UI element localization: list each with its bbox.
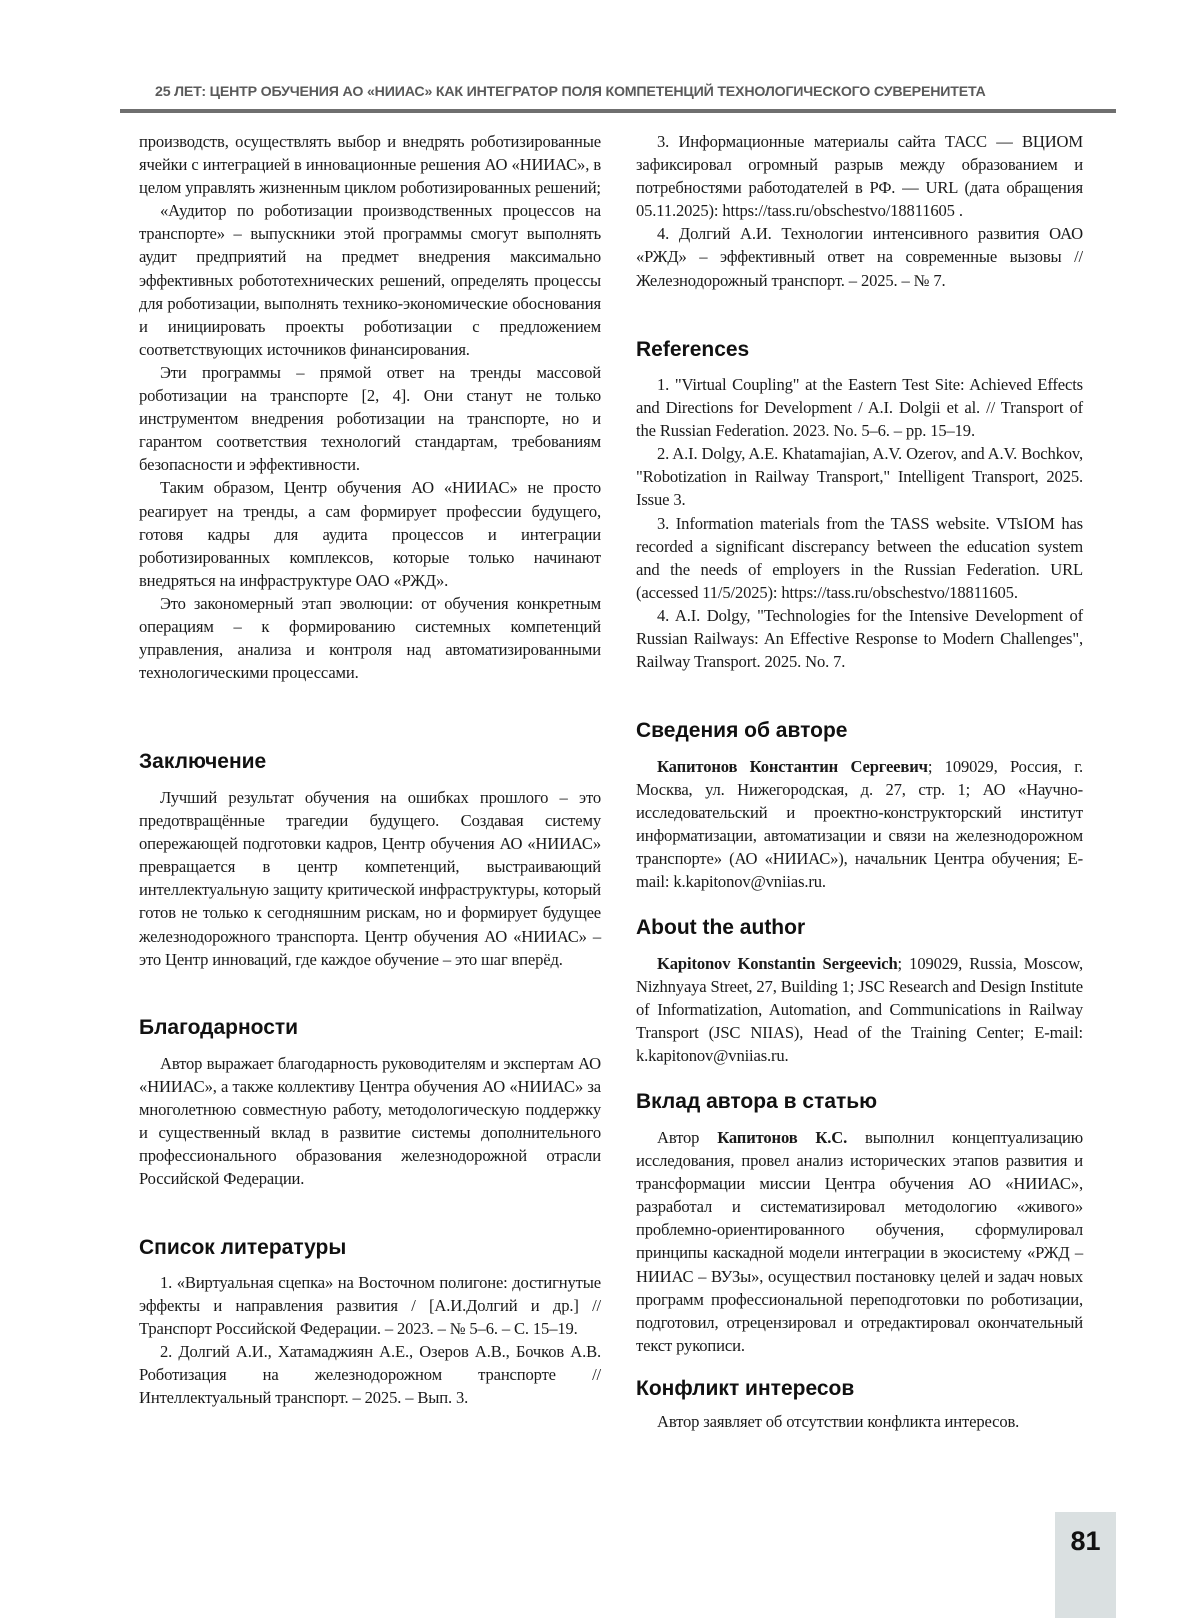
reference-item: 4. Долгий А.И. Технологии интенсивного развития ОАО «РЖД» – эффективный ответ на современные вызовы // Железнодорожный транспорт. – 2025. – № 7. <box>636 222 1083 291</box>
contribution-details: выполнил концептуализацию исследования, провел анализ исторических этапов развития и трансформации миссии Центра обучения АО «НИИАС», разработал и систематизировал методологию «живого» проблемно-ориентированного обучения, сформулировал принципы каскадной модели интеграции в экосистему «РЖД – НИИАС – ВУЗы», осуществил постановку целей и задач новых программ профессиональной переподготовки по роботизации, подготовил, отрецензировал и отредактировал окончательный текст рукописи. <box>636 1128 1083 1355</box>
header-divider <box>120 109 1116 113</box>
author-name: Капитонов К.С. <box>717 1128 847 1147</box>
heading-acknowledgements: Благодарности <box>139 1015 298 1041</box>
acknowledgements-text <box>139 1052 601 1191</box>
author-details: ; 109029, Russia, Moscow, Nizhnyaya Street, 27, Building 1; JSC Research and Design Institute of Informatization, Automation, and Communications in Railway Transport (JSC NIIAS), Head of the Training Center; E-mail: k.kapitonov@vniias.ru. <box>636 954 1083 1065</box>
heading-conflict: Конфликт интересов <box>636 1376 854 1402</box>
contribution-text <box>636 1126 1083 1357</box>
reference-item: 2. A.I. Dolgy, A.E. Khatamajian, A.V. Ozerov, and A.V. Bochkov, "Robotization in Railway Transport," Intelligent Transport, 2025. Issue 3. <box>636 442 1083 511</box>
conflict-text <box>636 1410 1083 1433</box>
reference-item: 1. «Виртуальная сцепка» на Восточном полигоне: достигнутые эффекты и направления развития / [А.И.Долгий и др.] // Транспорт Российской Федерации. – 2023. – № 5–6. – С. 15–19. <box>139 1271 601 1340</box>
heading-author-ru: Сведения об авторе <box>636 718 847 744</box>
paragraph: Автор заявляет об отсутствии конфликта интересов. <box>636 1410 1083 1433</box>
reference-item: 3. Информационные материалы сайта ТАСС — ВЦИОМ зафиксировал огромный разрыв между образованием и потребностями работодателей в РФ. — URL (дата обращения 05.11.2025): https://tass.ru/obschestvo/18811605 . <box>636 130 1083 222</box>
paragraph <box>636 952 1083 1067</box>
heading-author-en: About the author <box>636 915 805 941</box>
reference-item: 1. "Virtual Coupling" at the Eastern Test Site: Achieved Effects and Directions for Development / A.I. Dolgii et al. // Transport of the Russian Federation. 2023. No. 5–6. – pp. 15–19. <box>636 373 1083 442</box>
references-ru-continued <box>636 130 1083 292</box>
author-details: ; 109029, Россия, г. Москва, ул. Нижегородская, д. 27, стр. 1; АО «Научно-исследовательский и проектно-конструкторский институт информатизации, автоматизации и связи на железнодорожном транспорте» (АО «НИИАС»), начальник Центра обучения; E-mail: k.kapitonov@vniias.ru. <box>636 757 1083 891</box>
author-name: Kapitonov Konstantin Sergeevich <box>657 954 898 973</box>
body-text-intro <box>139 130 601 684</box>
references-en-list <box>636 373 1083 673</box>
page-number: 81 <box>1055 1526 1116 1557</box>
page-number-box <box>1055 1512 1116 1618</box>
conclusion-text <box>139 786 601 971</box>
contribution-prefix: Автор <box>657 1128 717 1147</box>
reference-item: 3. Information materials from the TASS website. VTsIOM has recorded a significant discrepancy between the education system and the needs of employers in the Russian Federation. URL (accessed 11/5/2025): https://tass.ru/obschestvo/18811605. <box>636 512 1083 604</box>
paragraph: «Аудитор по роботизации производственных процессов на транспорте» – выпускники этой программы смогут выполнять аудит предприятий на предмет внедрения максимально эффективных робототехнических решений, определять процессы для роботизации, выполнять технико-экономические обоснования и инициировать проекты роботизации с предложением соответствующих источников финансирования. <box>139 199 601 361</box>
paragraph <box>636 755 1083 894</box>
references-ru-list <box>139 1271 601 1410</box>
running-header: 25 ЛЕТ: ЦЕНТР ОБУЧЕНИЯ АО «НИИАС» КАК ИНТЕГРАТОР ПОЛЯ КОМПЕТЕНЦИЙ ТЕХНОЛОГИЧЕСКОГО СУВЕРЕНИТЕТА <box>155 84 986 100</box>
paragraph: Таким образом, Центр обучения АО «НИИАС» не просто реагирует на тренды, а сам формирует профессии будущего, готовя кадры для аудита процессов и интеграции роботизированных комплексов, которые только начинают внедряться на инфраструктуре ОАО «РЖД». <box>139 476 601 591</box>
heading-contribution: Вклад автора в статью <box>636 1089 877 1115</box>
heading-references-en: References <box>636 337 749 363</box>
paragraph: Это закономерный этап эволюции: от обучения конкретным операциям – к формированию системных компетенций управления, анализа и контроля над автоматизированными технологическими процессами. <box>139 592 601 684</box>
reference-item: 2. Долгий А.И., Хатамаджиян А.Е., Озеров А.В., Бочков А.В. Роботизация на железнодорожном транспорте // Интеллектуальный транспорт. – 2025. – Вып. 3. <box>139 1340 601 1409</box>
paragraph: Автор выражает благодарность руководителям и экспертам АО «НИИАС», а также коллективу Центра обучения АО «НИИАС» за многолетнюю совместную работу, методологическую поддержку и существенный вклад в развитие системы дополнительного профессионального образования железнодорожной отрасли Российской Федерации. <box>139 1052 601 1191</box>
author-ru-text <box>636 755 1083 894</box>
paragraph: производств, осуществлять выбор и внедрять роботизированные ячейки с интеграцией в инновационные решения АО «НИИАС», в целом управлять жизненным циклом роботизированных решений; <box>139 130 601 199</box>
heading-references-ru: Список литературы <box>139 1235 346 1261</box>
reference-item: 4. A.I. Dolgy, "Technologies for the Intensive Development of Russian Railways: An Effective Response to Modern Challenges", Railway Transport. 2025. No. 7. <box>636 604 1083 673</box>
author-en-text <box>636 952 1083 1067</box>
paragraph: Эти программы – прямой ответ на тренды массовой роботизации на транспорте [2, 4]. Они станут не только инструментом внедрения роботизации на транспорте, но и гарантом соответствия технологий стандартам, требованиям безопасности и эффективности. <box>139 361 601 476</box>
author-name: Капитонов Константин Сергеевич <box>657 757 928 776</box>
paragraph: Лучший результат обучения на ошибках прошлого – это предотвращённые трагедии будущего. Создавая систему опережающей подготовки кадров, Центр обучения АО «НИИАС» превращается в центр компетенций, выстраивающий интеллектуальную защиту критической инфраструктуры, который готов не только к сегодняшним рискам, но и формирует будущее железнодорожного транспорта. Центр обучения АО «НИИАС» – это Центр инноваций, где каждое обучение – это шаг вперёд. <box>139 786 601 971</box>
paragraph <box>636 1126 1083 1357</box>
heading-conclusion: Заключение <box>139 749 601 775</box>
